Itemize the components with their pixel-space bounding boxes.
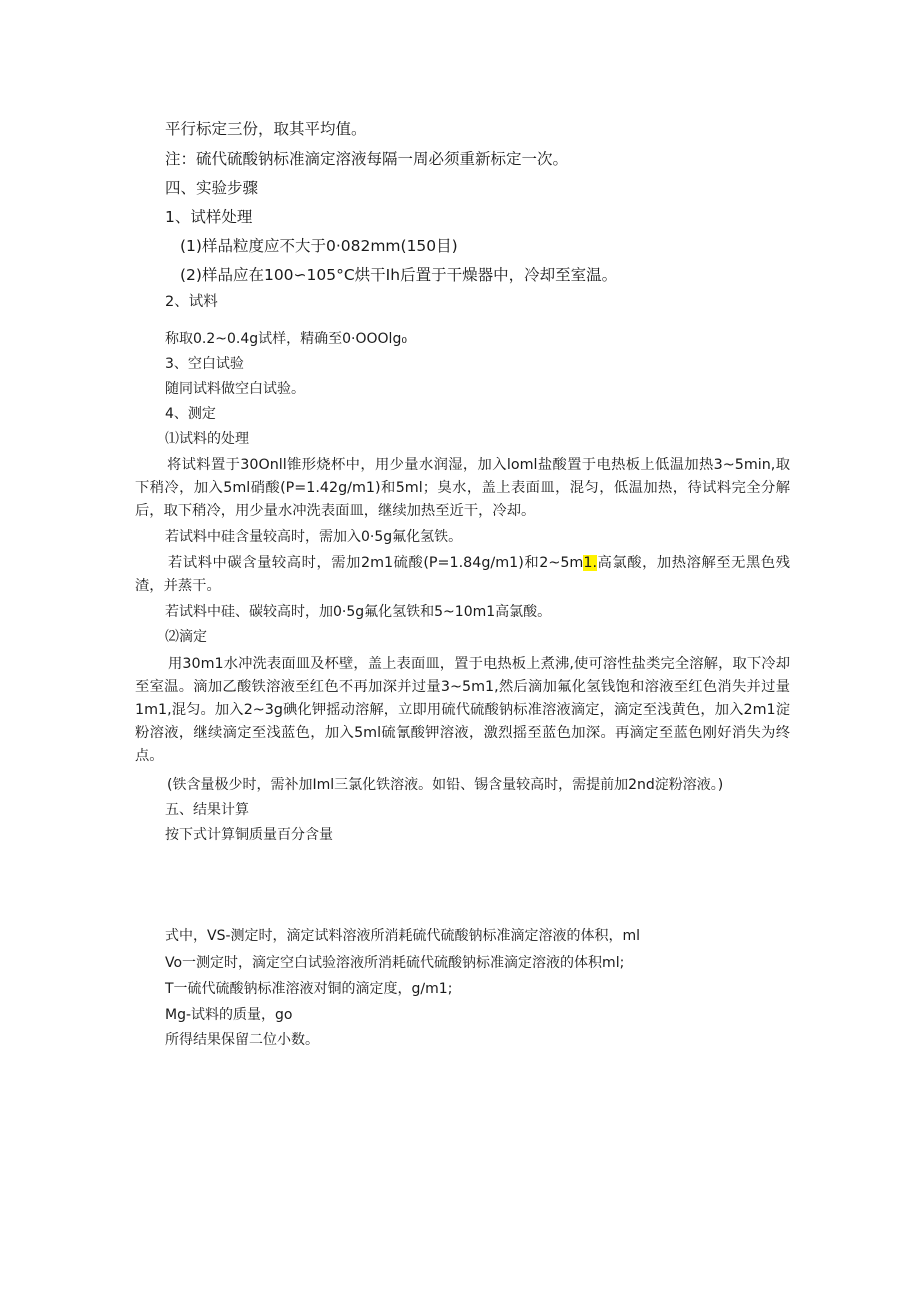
text-line: 按下式计算铜质量百分含量 (165, 827, 333, 843)
subsection-heading: 3、空白试验 (165, 356, 244, 372)
subsection-heading: 2、试料 (165, 294, 218, 310)
subsection-heading: 1、试样处理 (165, 208, 253, 226)
sub-heading: ⑴试料的处理 (165, 431, 249, 447)
text-line: 所得结果保留二位小数。 (165, 1032, 319, 1048)
note-line: 注：硫代硫酸钠标准滴定溶液每隔一周必须重新标定一次。 (165, 150, 569, 168)
sub-heading: ⑵滴定 (165, 629, 207, 645)
text-line: 平行标定三份，取其平均值。 (165, 120, 367, 138)
text-line: 随同试料做空白试验。 (165, 381, 305, 397)
section-heading: 四、实验步骤 (165, 179, 259, 197)
section-heading: 五、结果计算 (165, 802, 249, 818)
text-line: (铁含量极少时，需补加Iml三氯化铁溶液。如铅、锡含量较高时，需提前加2nd淀粉溶液。) (167, 777, 724, 793)
text-line: Mg-试料的质量，go (165, 1007, 293, 1023)
paragraph: 用30m1水冲洗表面皿及杯壁，盖上表面皿，置于电热板上煮沸,使可溶性盐类完全溶解，取下冷却至室温。滴加乙酸铁溶液至红色不再加深并过量3~5m1,然后滴加氟化氢钱饱和溶液至红色消失并过量1m1,混匀。加入2~3g碘化钾摇动溶解，立即用硫代硫酸钠标准溶液滴定，滴定至浅黄色，加入2m1淀粉溶液，继续滴定至浅蓝色，加入5ml硫氰酸钾溶液，激烈摇至蓝色加深。再滴定至蓝色刚好消失为终点。 (135, 656, 790, 764)
text-line: 若试料中硅含量较高时，需加入0·5g氟化氢铁。 (165, 529, 463, 545)
text-line: 若试料中硅、碳较高时，加0·5g氟化氢铁和5~10m1高氯酸。 (165, 604, 552, 620)
text-line: 称取0.2~0.4g试样，精确至0·OOOlg₀ (165, 331, 407, 347)
list-item: (2)样品应在100∽105°C烘干Ih后置于干燥器中，冷却至室温。 (180, 266, 618, 284)
list-item: (1)样品粒度应不大于0·082mm(150目) (180, 237, 458, 255)
text-line: Vo一测定时，滴定空白试验溶液所消耗硫代硫酸钠标准滴定溶液的体积ml; (165, 955, 625, 971)
paragraph-text: 若试料中碳含量较高时，需加2m1硫酸(P=1.84g∕m1)和2~5m (168, 555, 584, 571)
highlighted-text: 1. (583, 555, 597, 571)
paragraph-text: 高氯酸，加热溶解至无黑色残渣，并蒸干。 (135, 555, 790, 594)
paragraph: 将试料置于30Onll锥形烧杯中，用少量水润湿，加入loml盐酸置于电热板上低温加热3~5min,取下稍冷，加入5ml硝酸(P=1.42g∕m1)和5ml；臭水，盖上表面皿，混匀，低温加热，待试料完全分解后，取下稍冷，用少量水冲洗表面皿，继续加热至近干，冷却。 (135, 457, 790, 519)
subsection-heading: 4、测定 (165, 406, 216, 422)
paragraph (135, 552, 790, 598)
text-line: 式中，VS-测定时，滴定试料溶液所消耗硫代硫酸钠标准滴定溶液的体积，ml (165, 928, 641, 944)
text-line: T一硫代硫酸钠标准溶液对铜的滴定度，g∕m1; (165, 981, 453, 997)
